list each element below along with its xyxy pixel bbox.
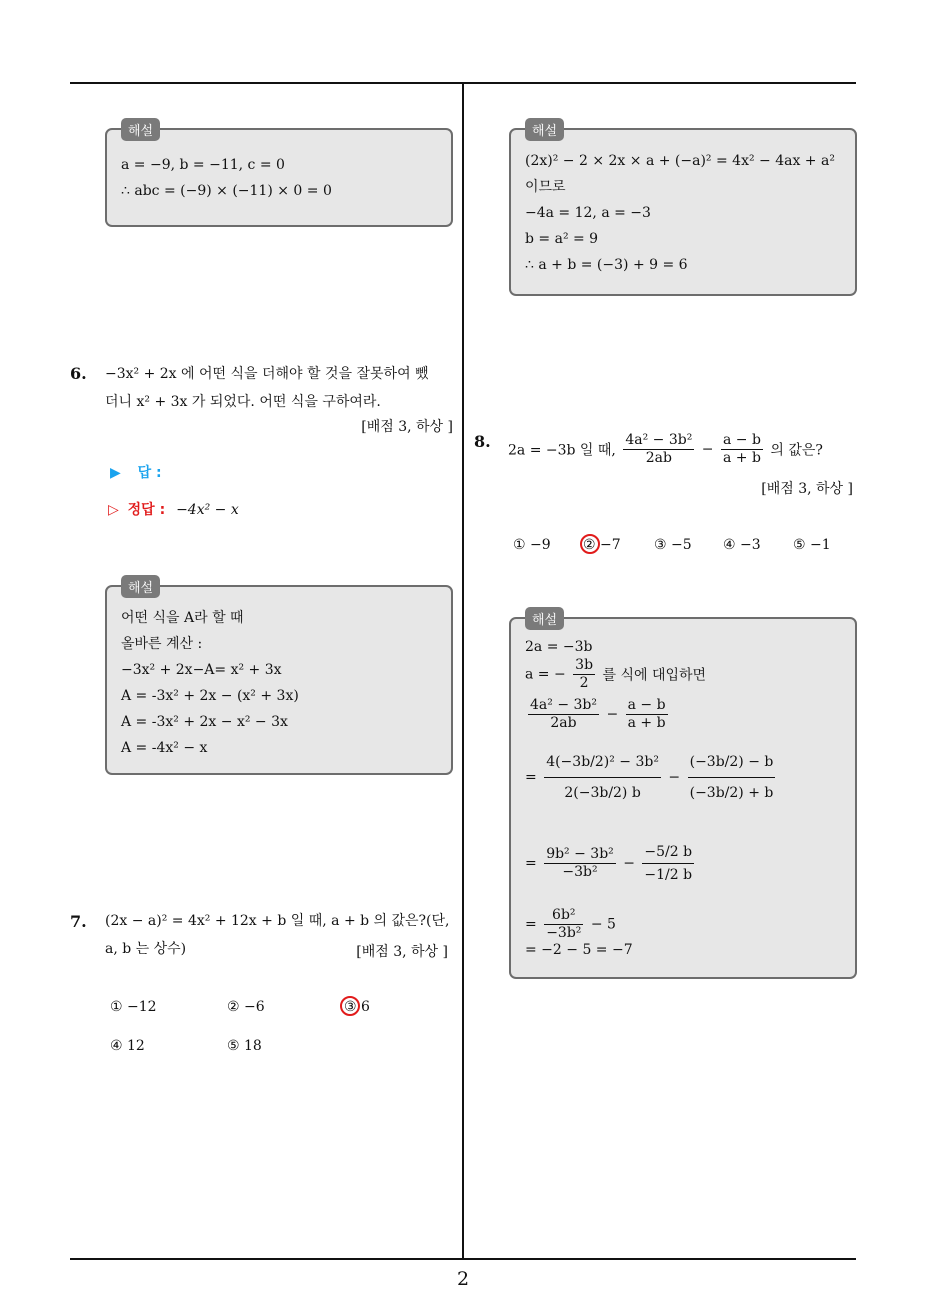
choice-1[interactable]: ① −9 (513, 537, 551, 553)
expr-text: 를 식에 대입하면 (602, 667, 707, 684)
minus-sign: − (623, 855, 635, 872)
answer-marker-icon: ▶ (110, 465, 121, 481)
fraction (544, 846, 616, 881)
selected-choice-circle (580, 534, 600, 554)
score-label: [배점 3, 하상 ] (361, 419, 453, 435)
choice-3[interactable]: ③ 6 (344, 999, 370, 1015)
fraction (528, 697, 599, 732)
fraction-denominator: −1/2 b (644, 867, 693, 883)
question-text (105, 360, 429, 416)
fraction-numerator: −5/2 b (642, 841, 694, 864)
solution-line: 2a = −3b (525, 639, 593, 655)
choice-5[interactable]: ⑤ 18 (227, 1038, 262, 1054)
solution-tag: 해설 (121, 118, 160, 141)
column-divider (462, 83, 464, 1259)
solution-line: = −2 − 5 = −7 (525, 942, 633, 958)
question-post: 의 값은? (770, 442, 823, 459)
solution-line: A = -3x² + 2x − (x² + 3x) (121, 688, 299, 704)
equals-sign: = (525, 855, 537, 872)
solution-line (525, 841, 697, 886)
solution-line: b = a² = 9 (525, 231, 599, 247)
question-text (508, 432, 823, 467)
fraction-denominator: −3b² (546, 925, 582, 941)
solution-tag: 해설 (525, 607, 564, 630)
fraction-numerator: 4(−3b/2)² − 3b² (544, 747, 661, 778)
fraction (544, 907, 583, 942)
solution-tag: 해설 (525, 118, 564, 141)
fraction-numerator: 6b² (544, 907, 583, 925)
answer-label: 답 : (137, 465, 162, 481)
expr-text: a = − (525, 666, 566, 683)
solution-line (525, 747, 778, 808)
solution-line: 이므로 (525, 179, 566, 195)
solution-line: a = −9, b = −11, c = 0 (121, 157, 285, 173)
question-line: (2x − a)² = 4x² + 12x + b 일 때, a + b 의 값은?(단, (105, 913, 450, 929)
solution-line: 어떤 식을 A라 할 때 (121, 610, 244, 626)
question-number: 7. (70, 912, 87, 931)
fraction (642, 841, 694, 886)
fraction (623, 432, 694, 467)
score-label: [배점 3, 하상 ] (761, 481, 853, 497)
solution-line: A = -3x² + 2x − x² − 3x (121, 714, 288, 730)
fraction-numerator: 4a² − 3b² (625, 432, 693, 448)
equals-sign: = (525, 769, 537, 786)
fraction-denominator: 2 (579, 675, 589, 691)
solution-tag: 해설 (121, 575, 160, 598)
minus-sign: − (701, 441, 714, 458)
solution-line (525, 657, 706, 692)
question-line: 더니 x² + 3x 가 되었다. 어떤 식을 구하여라. (105, 394, 381, 410)
minus-sign: − (668, 769, 681, 786)
question-pre: 2a = −3b 일 때, (508, 442, 616, 459)
fraction (573, 657, 595, 692)
fraction-denominator: a + b (722, 450, 761, 466)
question-line: a, b 는 상수) (105, 941, 187, 957)
fraction (544, 747, 661, 808)
fraction-numerator: 3b (575, 657, 594, 673)
solution-line: −4a = 12, a = −3 (525, 205, 651, 221)
fraction-numerator: (−3b/2) − b (688, 747, 776, 778)
fraction-denominator: 2ab (550, 715, 577, 731)
fraction-denominator: (−3b/2) + b (689, 785, 774, 801)
solution-line: (2x)² − 2 × 2x × a + (−a)² = 4x² − 4ax + a² (525, 153, 835, 169)
question-number: 6. (70, 364, 87, 383)
solution-line (525, 907, 616, 942)
equals-sign: = (525, 916, 537, 933)
solution-box-q5 (105, 124, 453, 227)
solution-line (525, 697, 671, 732)
fraction-numerator: a − b (722, 432, 761, 448)
fraction-denominator: 2ab (645, 450, 672, 466)
fraction-denominator: 2(−3b/2) b (564, 785, 641, 801)
correct-answer-row (108, 499, 239, 519)
answer-row (110, 462, 162, 482)
score-label: [배점 3, 하상 ] (356, 944, 448, 960)
fraction-denominator: a + b (627, 715, 666, 731)
expr-text: − 5 (590, 916, 616, 933)
fraction-denominator: −3b² (562, 864, 598, 880)
correct-marker-icon: ▷ (108, 502, 119, 518)
correct-answer-label: 정답 : (127, 502, 166, 518)
choice-2[interactable]: ② −6 (227, 999, 265, 1015)
correct-answer-value: −4x² − x (176, 502, 239, 518)
minus-sign: − (606, 706, 619, 723)
solution-line: 올바른 계산 : (121, 636, 203, 652)
solution-box-q8 (509, 613, 857, 979)
choice-2[interactable]: ② −7 (583, 537, 621, 553)
choice-3[interactable]: ③ −5 (654, 537, 692, 553)
choice-4[interactable]: ④ −3 (723, 537, 761, 553)
solution-line: −3x² + 2x−A= x² + 3x (121, 662, 282, 678)
page-number: 2 (456, 1268, 470, 1290)
fraction (721, 432, 763, 467)
selected-choice-circle (340, 996, 360, 1016)
solution-line: ∴ abc = (−9) × (−11) × 0 = 0 (121, 183, 332, 199)
solution-line: ∴ a + b = (−3) + 9 = 6 (525, 257, 688, 273)
fraction (626, 697, 668, 732)
solution-box-q6 (105, 581, 453, 775)
question-line: −3x² + 2x 에 어떤 식을 더해야 할 것을 잘못하여 뺐 (105, 366, 429, 382)
solution-line: A = -4x² − x (121, 740, 208, 756)
fraction-numerator: 4a² − 3b² (530, 697, 597, 713)
choice-4[interactable]: ④ 12 (110, 1038, 145, 1054)
fraction-numerator: 9b² − 3b² (546, 846, 614, 862)
choice-5[interactable]: ⑤ −1 (793, 537, 831, 553)
bottom-rule (70, 1258, 856, 1260)
fraction (688, 747, 776, 808)
solution-box-q7 (509, 124, 857, 296)
question-number: 8. (474, 432, 491, 451)
choice-1[interactable]: ① −12 (110, 999, 157, 1015)
fraction-numerator: a − b (627, 697, 666, 713)
